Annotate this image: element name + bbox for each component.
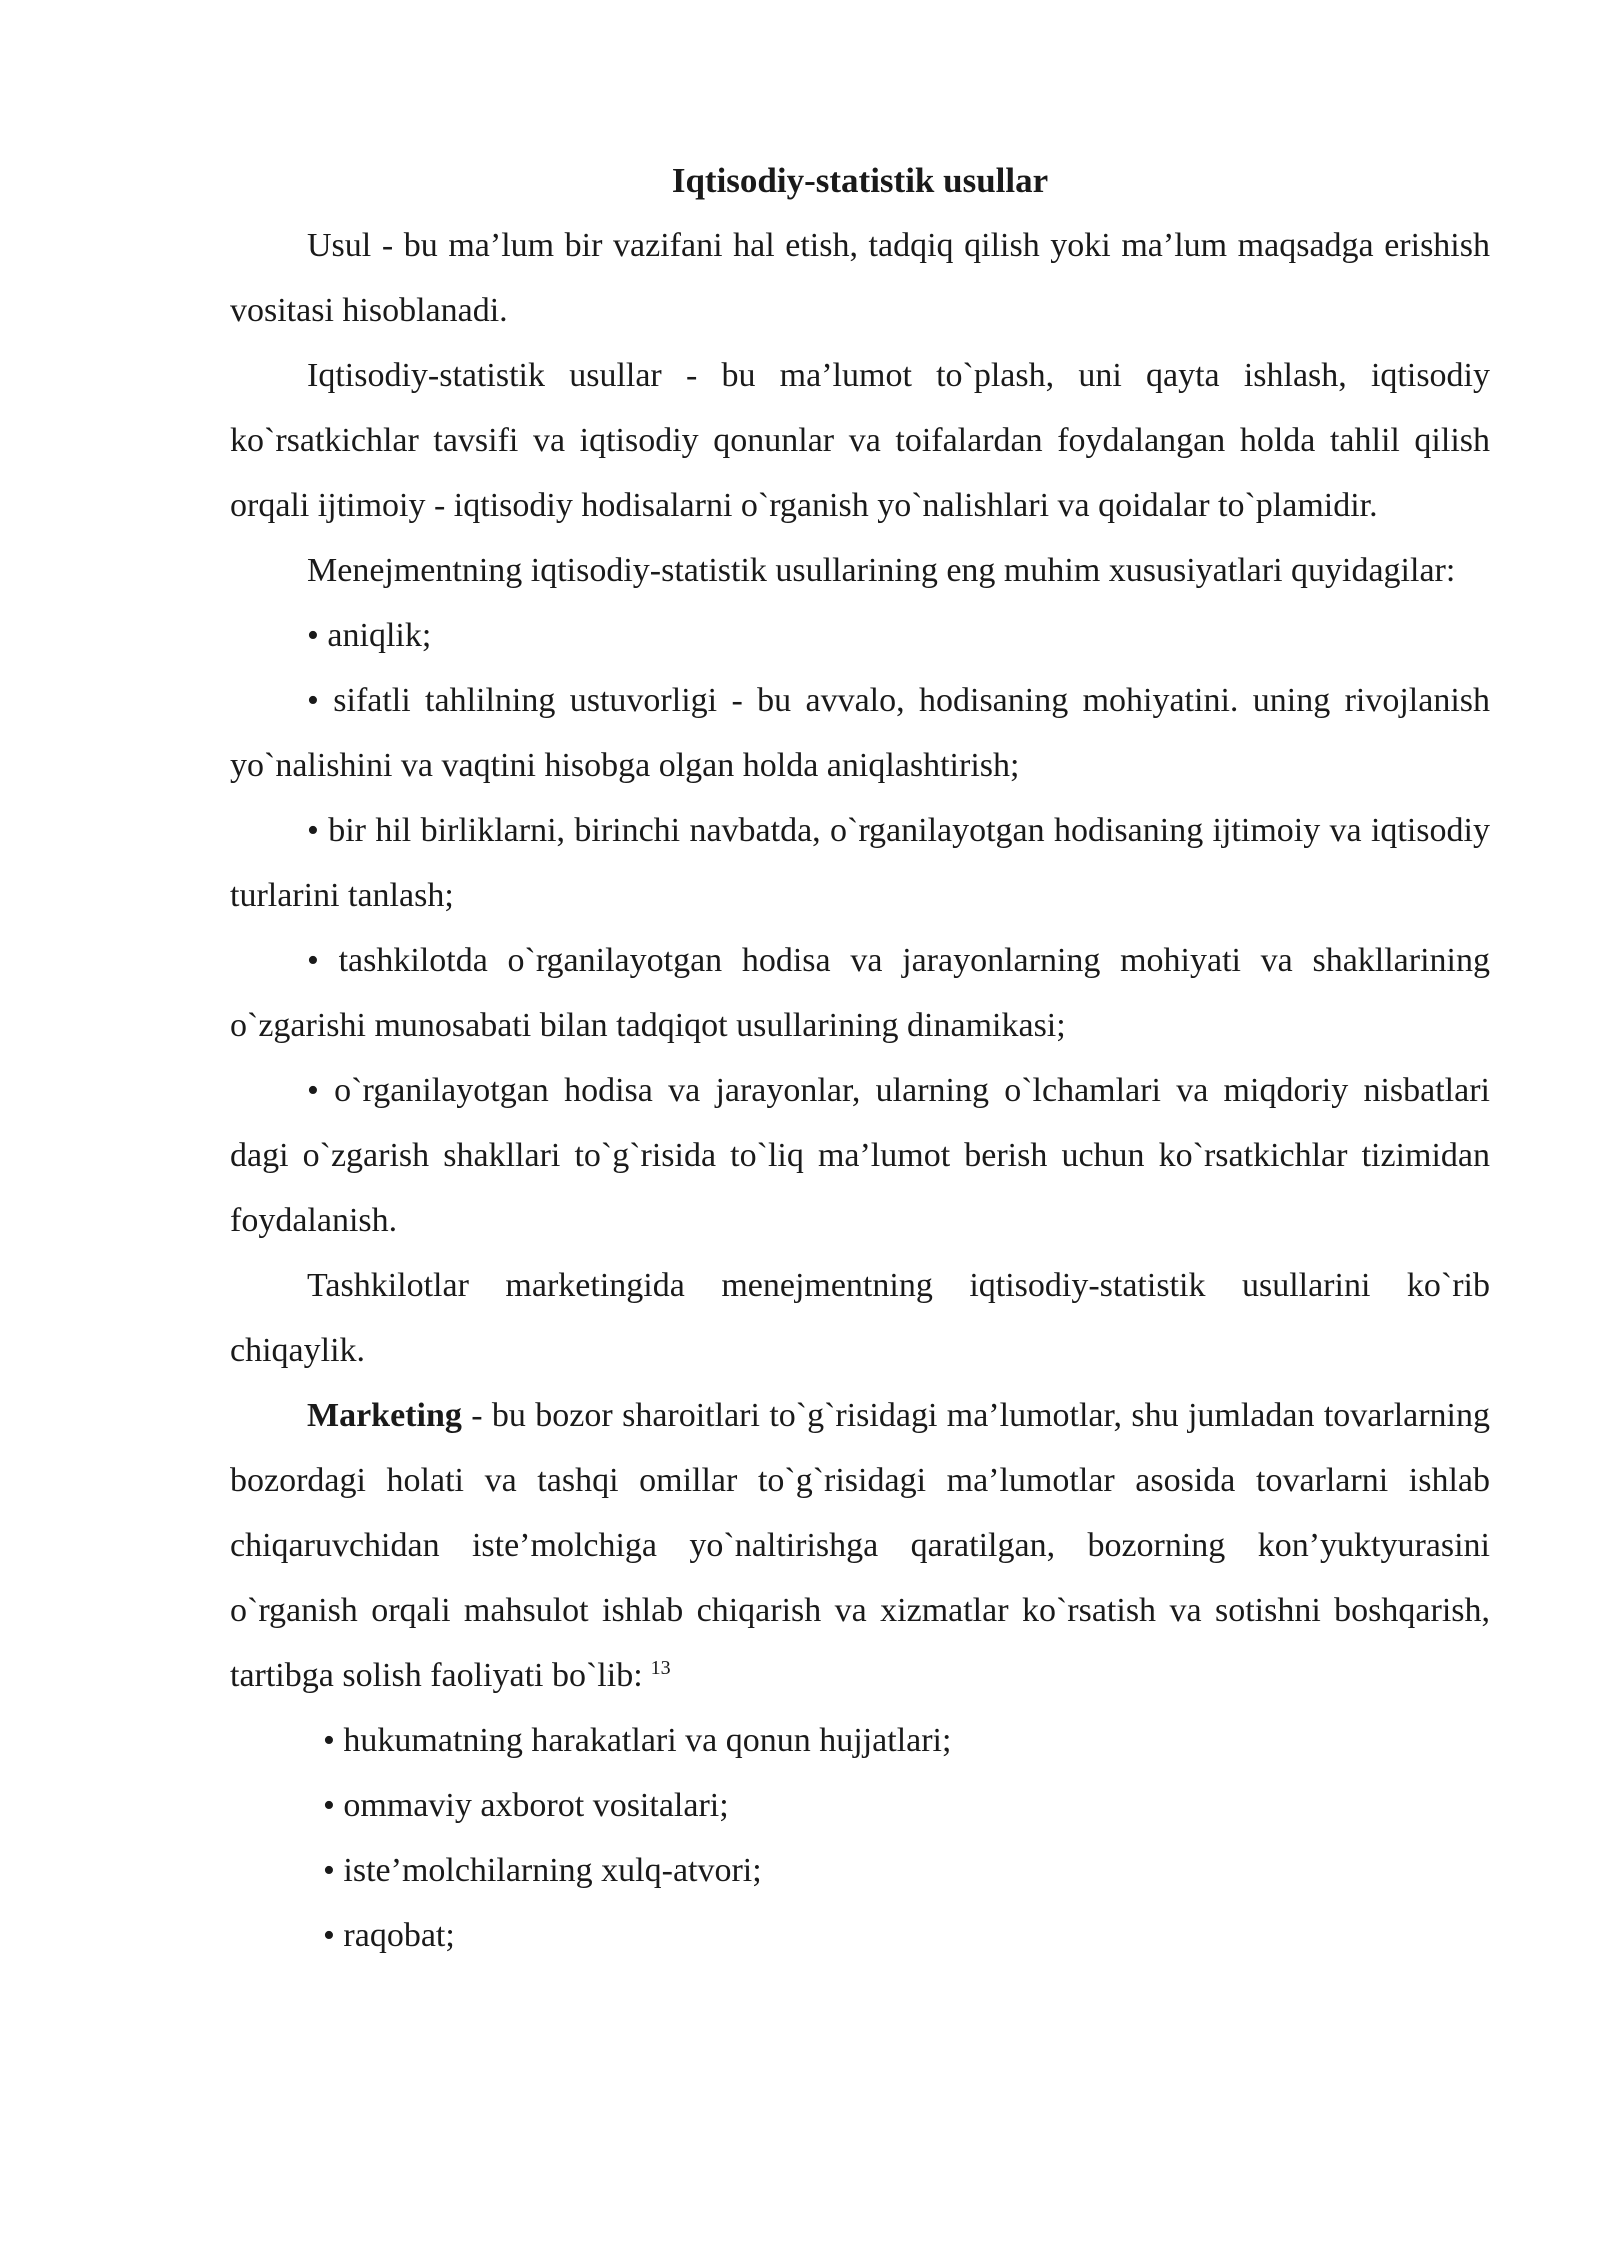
feature-item: • bir hil birliklarni, birinchi navbatda, o`rganilayotgan hodisaning ijtimoiy va iqtisodiy turlarini tanlash; <box>230 812 1490 914</box>
feature-item: • tashkilotda o`rganilayotgan hodisa va jarayonlarning mohiyati va shakllarining o`zgarishi munosabati bilan tadqiqot usullarining dinamikasi; <box>230 942 1490 1044</box>
paragraph-definition: Iqtisodiy-statistik usullar - bu ma’lumot to`plash, uni qayta ishlash, iqtisodiy ko`rsatkichlar tavsifi va iqtisodiy qonunlar va toifalardan foydalangan holda tahlil qilish orqali ijtimoiy - iqtisodiy hodisalarni o`rganish yo`nalishlari va qoidalar to`plamidir. <box>230 357 1490 524</box>
marketing-definition-text: - bu bozor sharoitlari to`g`risidagi ma’lumotlar, shu jumladan tovarlarning bozordagi holati va tashqi omillar to`g`risidagi ma’lumotlar asosida tovarlarni ishlab chiqaruvchidan iste’molchiga yo`naltirishga qaratilgan, bozorning kon’yuktyurasini o`rganish orqali mahsulot ishlab chiqarish va xizmatlar ko`rsatish va sotishni boshqarish, tartibga solish faoliyati bo`lib: <box>230 1397 1490 1694</box>
section-title: Iqtisodiy-statistik usullar <box>671 161 1049 200</box>
paragraph-usul: Usul - bu ma’lum bir vazifani hal etish, tadqiq qilish yoki ma’lum maqsadga erishish vositasi hisoblanadi. <box>230 227 1490 329</box>
factors-list <box>230 1708 1490 1968</box>
factor-item: • raqobat; <box>323 1917 455 1954</box>
page-content <box>230 148 1490 1968</box>
footnote-marker: 13 <box>650 1656 671 1679</box>
paragraph-features-intro: Menejmentning iqtisodiy-statistik usullarining eng muhim xususiyatlari quyidagilar: <box>307 552 1456 589</box>
feature-item: • aniqlik; <box>307 617 432 654</box>
factor-item: • iste’molchilarning xulq-atvori; <box>323 1852 762 1889</box>
feature-item: • sifatli tahlilning ustuvorligi - bu avvalo, hodisaning mohiyatini. uning rivojlanish yo`nalishini va vaqtini hisobga olgan holda aniqlashtirish; <box>230 682 1490 784</box>
paragraph-marketing-intro: Tashkilotlar marketingida menejmentning iqtisodiy-statistik usullarini ko`rib chiqaylik. <box>230 1267 1490 1369</box>
factor-item: • ommaviy axborot vositalari; <box>323 1787 729 1824</box>
feature-item: • o`rganilayotgan hodisa va jarayonlar, ularning o`lchamlari va miqdoriy nisbatlari dagi o`zgarish shakllari to`g`risida to`liq ma’lumot berish uchun ko`rsatkichlar tizimidan foydalanish. <box>230 1072 1490 1239</box>
paragraph-marketing-definition <box>230 1383 1490 1708</box>
factor-item: • hukumatning harakatlari va qonun hujjatlari; <box>323 1722 952 1759</box>
marketing-term: Marketing <box>307 1397 462 1434</box>
